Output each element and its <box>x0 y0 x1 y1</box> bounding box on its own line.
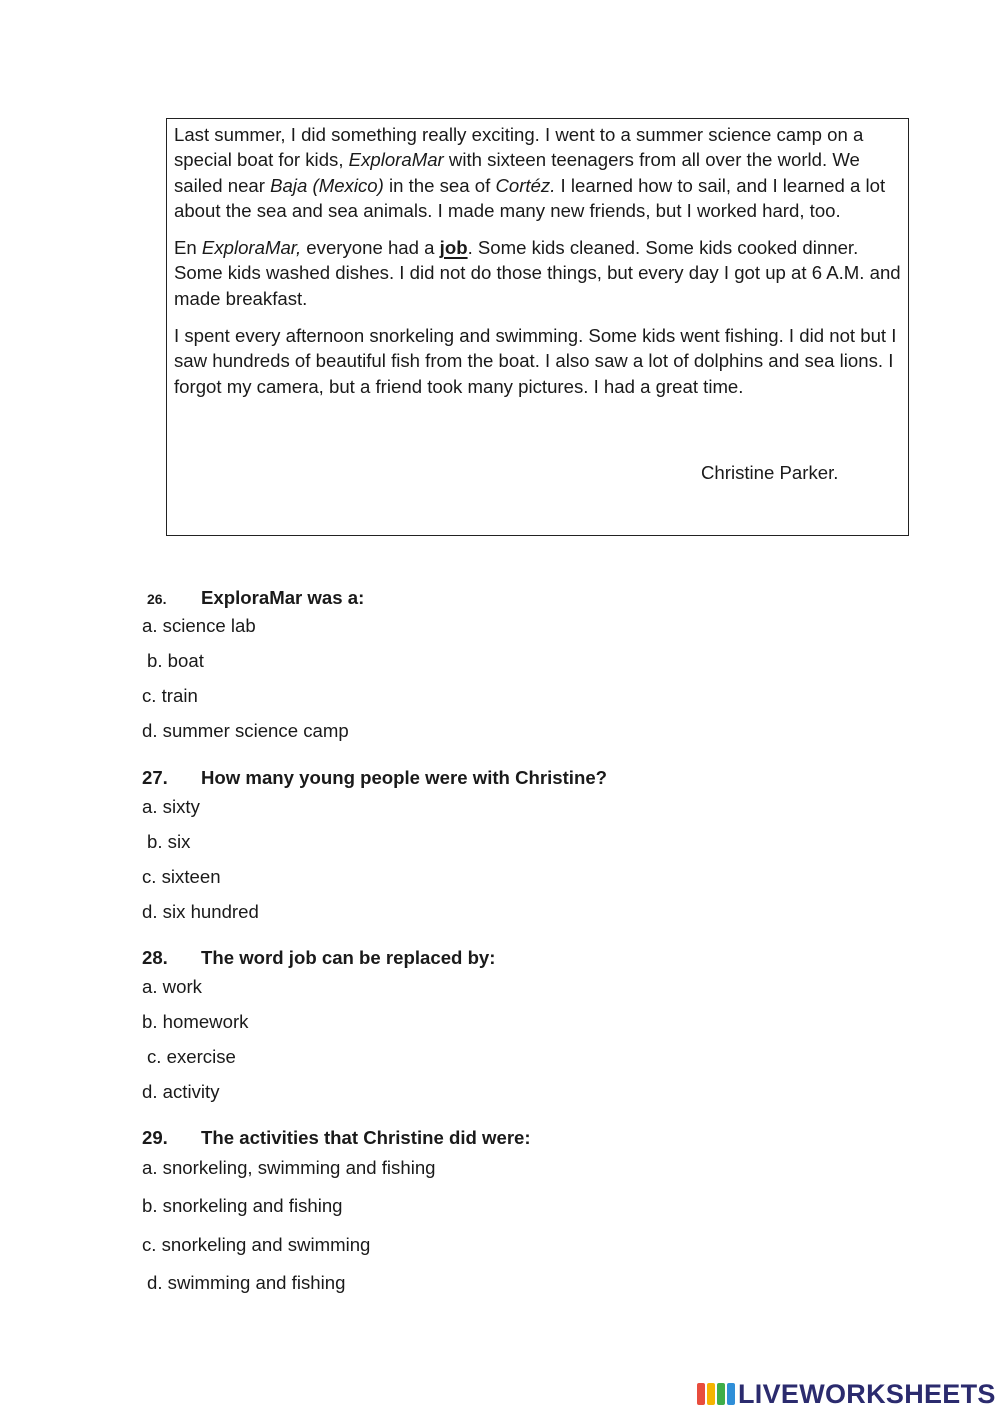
answer-option[interactable]: b. six <box>147 831 191 852</box>
italic-text: ExploraMar, <box>201 237 302 259</box>
answer-option[interactable]: a. sixty <box>142 796 200 817</box>
question-header <box>142 946 495 970</box>
question-29 <box>142 1126 531 1306</box>
question-header <box>142 1126 531 1150</box>
answer-option[interactable]: d. swimming and fishing <box>147 1272 346 1293</box>
answer-option[interactable]: c. sixteen <box>142 866 221 887</box>
passage-text: Last summer, I did something really exciting. I went to a summer science camp on a special boat for kids, <box>174 124 864 171</box>
answer-option[interactable]: d. activity <box>142 1081 220 1102</box>
logo-text: LIVEWORKSHEETS <box>738 1378 996 1409</box>
passage-text: in the sea of <box>383 174 496 196</box>
question-text: ExploraMar was a: <box>201 587 365 608</box>
logo-bar <box>697 1383 705 1405</box>
passage-text: En <box>174 237 202 259</box>
answer-option[interactable]: a. snorkeling, swimming and fishing <box>142 1157 436 1178</box>
logo-bar <box>727 1383 735 1405</box>
passage-paragraph <box>174 323 902 399</box>
answer-option[interactable]: b. homework <box>142 1011 249 1032</box>
answer-option[interactable]: d. summer science camp <box>142 720 349 741</box>
logo-bar <box>707 1383 715 1405</box>
answer-option[interactable]: c. exercise <box>147 1046 236 1067</box>
passage-paragraph <box>174 235 902 311</box>
question-28 <box>142 946 495 1115</box>
italic-text: Baja (Mexico) <box>270 174 384 196</box>
question-number: 26. <box>147 591 167 607</box>
question-27 <box>142 766 607 935</box>
answer-option[interactable]: c. train <box>142 685 198 706</box>
answer-option[interactable]: c. snorkeling and swimming <box>142 1234 371 1255</box>
passage-text: everyone had a <box>301 237 440 259</box>
question-26 <box>142 586 364 754</box>
question-text: How many young people were with Christine? <box>201 767 608 788</box>
question-text: The word job can be replaced by: <box>201 947 496 968</box>
question-text: The activities that Christine did were: <box>201 1127 531 1148</box>
answer-option[interactable]: d. six hundred <box>142 901 259 922</box>
logo-icon <box>697 1383 735 1405</box>
answer-option[interactable]: a. science lab <box>142 615 256 636</box>
answer-option[interactable]: b. boat <box>147 650 204 671</box>
passage-text: I spent every afternoon snorkeling and swimming. Some kids went fishing. I did not but I saw hundreds of beautiful fish from the boat. I also saw a lot of dolphins and sea lions. I forgot my camera, but a friend took many pictures. I had a great time. <box>174 325 897 397</box>
answer-option[interactable]: b. snorkeling and fishing <box>142 1195 343 1216</box>
liveworksheets-logo <box>697 1378 996 1410</box>
passage-paragraph <box>174 122 902 223</box>
question-number: 28. <box>142 947 168 968</box>
answer-option[interactable]: a. work <box>142 976 202 997</box>
question-header <box>142 586 364 610</box>
passage-text: I learned how to sail, and I learned a lot about the sea and sea animals. I made many new friends, but I worked hard, too. <box>174 174 886 221</box>
passage-text: . Some kids cleaned. Some kids cooked dinner. Some kids washed dishes. I did not do those things, but every day I got up at 6 A.M. and made breakfast. <box>174 237 901 309</box>
passage-signature: Christine Parker. <box>701 462 839 483</box>
passage-text: with sixteen teenagers from all over the world. We sailed near <box>174 149 860 196</box>
italic-text: ExploraMar <box>348 149 444 171</box>
reading-passage <box>166 118 909 536</box>
question-number: 27. <box>142 767 168 788</box>
question-number: 29. <box>142 1127 168 1148</box>
question-header <box>142 766 607 790</box>
italic-text: Cortéz. <box>495 174 556 196</box>
highlighted-word: job <box>439 237 468 259</box>
logo-bar <box>717 1383 725 1405</box>
